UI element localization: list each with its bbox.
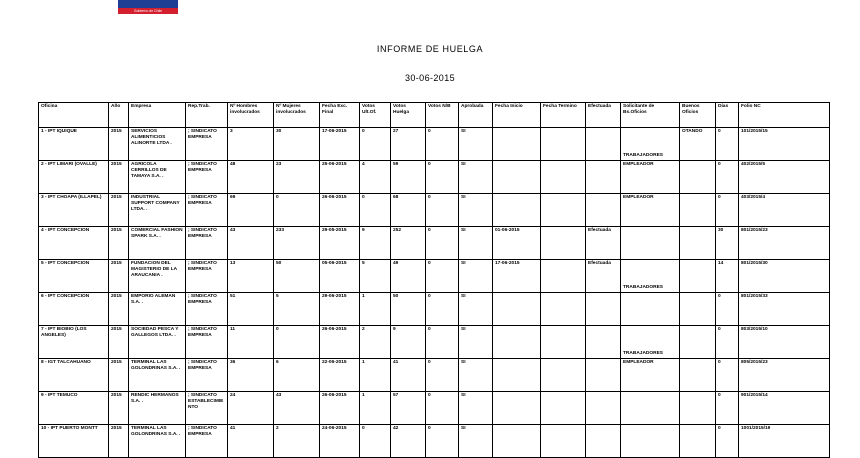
table-cell: 11 — [228, 326, 274, 359]
report-date: 30-06-2015 — [404, 73, 456, 83]
table-cell: 3 - IPT CHOAPA (ILLAPEL) — [39, 194, 109, 227]
table-cell: 402/2015/5 — [739, 161, 830, 194]
table-cell: SI — [459, 425, 493, 458]
table-cell: 30 — [716, 227, 739, 260]
table-cell: TERMINAL LAS GOLONDRINAS S.A. . — [129, 425, 186, 458]
table-cell — [586, 359, 621, 392]
table-row — [39, 227, 830, 260]
table-cell: EMPLEADOR — [621, 194, 680, 227]
column-header: Empresa — [129, 103, 186, 128]
table-cell: 6 — [274, 359, 320, 392]
table-cell — [680, 293, 716, 326]
table-cell: 41 — [228, 425, 274, 458]
table-cell: 0 — [426, 425, 459, 458]
column-header: Nº Mujeres involucrados — [274, 103, 320, 128]
table-cell: 17-06-2015 — [320, 128, 360, 161]
table-cell: 1 — [360, 392, 391, 425]
table-cell: 2015 — [109, 161, 129, 194]
table-header-row — [39, 103, 830, 128]
table-cell: 57 — [391, 392, 426, 425]
table-cell: 0 — [426, 128, 459, 161]
table-cell: 2015 — [109, 293, 129, 326]
table-cell: 59 — [391, 161, 426, 194]
table-cell: 1 — [360, 293, 391, 326]
table-cell: SI — [459, 194, 493, 227]
table-cell: SI — [459, 293, 493, 326]
column-header: Solicitante de Bs.Oficios — [621, 103, 680, 128]
table-cell: ; SINDICATO EMPRESA — [186, 227, 228, 260]
table-cell: AGRICOLA CERRILLOS DE TAMAYA S.A. . — [129, 161, 186, 194]
column-header: Fecha Exc. Final — [320, 103, 360, 128]
table-cell: 3 — [228, 128, 274, 161]
table-cell: 01-06-2015 — [493, 227, 541, 260]
table-cell: 233 — [274, 227, 320, 260]
table-cell: EMPORIO ALEMAN S.A. . — [129, 293, 186, 326]
table-cell: 801/2015/23 — [739, 227, 830, 260]
table-cell: 2 — [360, 326, 391, 359]
table-cell: 0 — [426, 326, 459, 359]
table-cell: 2 — [274, 425, 320, 458]
table-cell: 1 - IPT IQUIQUE — [39, 128, 109, 161]
table-cell: EMPLEADOR — [621, 359, 680, 392]
table-cell: ; SINDICATO EMPRESA — [186, 260, 228, 293]
table-cell — [680, 359, 716, 392]
table-cell: 901/2015/14 — [739, 392, 830, 425]
table-cell: 48 — [228, 161, 274, 194]
table-cell: 0 — [716, 161, 739, 194]
table-row — [39, 293, 830, 326]
table-cell: 42 — [391, 425, 426, 458]
table-cell: 23 — [274, 161, 320, 194]
table-cell: 29-06-2015 — [320, 293, 360, 326]
report-title: INFORME DE HUELGA — [376, 44, 484, 54]
table-cell: ; SINDICATO EMPRESA — [186, 128, 228, 161]
table-cell — [680, 392, 716, 425]
table-cell: TRABAJADORES — [621, 326, 680, 359]
table-cell: 403/2015/4 — [739, 194, 830, 227]
table-cell: 0 — [426, 194, 459, 227]
table-cell: INDUSTRIAL SUPPORT COMPANY LTDA. . — [129, 194, 186, 227]
table-cell: 0 — [360, 128, 391, 161]
column-header: Año — [109, 103, 129, 128]
table-cell: 801/2015/30 — [739, 260, 830, 293]
table-cell: 2015 — [109, 392, 129, 425]
table-cell: ; SINDICATO EMPRESA — [186, 326, 228, 359]
table-cell: 801/2015/33 — [739, 293, 830, 326]
table-cell — [621, 227, 680, 260]
table-cell — [541, 128, 586, 161]
table-cell: OTANDO — [680, 128, 716, 161]
table-row — [39, 194, 830, 227]
table-row — [39, 128, 830, 161]
table-cell — [541, 161, 586, 194]
table-cell: TRABAJADORES — [621, 260, 680, 293]
table-cell — [586, 194, 621, 227]
table-cell: 6 - IPT CONCEPCION — [39, 293, 109, 326]
column-header: Rep.Trab. — [186, 103, 228, 128]
column-header: Fecha Inicio — [493, 103, 541, 128]
table-cell — [493, 194, 541, 227]
table-cell: 14 — [716, 260, 739, 293]
table-cell: 9 - IPT TEMUCO — [39, 392, 109, 425]
table-cell: 24 — [228, 392, 274, 425]
table-row — [39, 260, 830, 293]
column-header: Nº Hombres involucrados — [228, 103, 274, 128]
table-cell: 2015 — [109, 425, 129, 458]
table-cell: 0 — [360, 425, 391, 458]
table-cell: 4 — [360, 161, 391, 194]
table-cell — [541, 293, 586, 326]
table-cell — [493, 128, 541, 161]
column-header: Efectuada — [586, 103, 621, 128]
table-cell — [493, 359, 541, 392]
table-row — [39, 161, 830, 194]
table-cell: 69 — [228, 194, 274, 227]
table-cell: 43 — [274, 392, 320, 425]
table-cell — [541, 194, 586, 227]
table-cell: 17-06-2015 — [493, 260, 541, 293]
table-cell: 7 - IPT BIOBIO (LOS ANGELES) — [39, 326, 109, 359]
table-cell — [541, 326, 586, 359]
table-cell: 43 — [228, 227, 274, 260]
table-cell: 26-06-2015 — [320, 326, 360, 359]
table-cell: 0 — [716, 293, 739, 326]
table-cell: SI — [459, 227, 493, 260]
table-cell: 29-05-2015 — [320, 227, 360, 260]
table-cell: 2015 — [109, 260, 129, 293]
table-cell — [586, 128, 621, 161]
table-cell — [621, 392, 680, 425]
table-cell: SI — [459, 128, 493, 161]
table-cell: 0 — [426, 359, 459, 392]
table-cell: 4 - IPT CONCEPCION — [39, 227, 109, 260]
table-cell: SOCIEDAD PESCA Y GALLEGOS LTDA. . — [129, 326, 186, 359]
column-header: Votos N/B — [426, 103, 459, 128]
table-cell: 27 — [391, 128, 426, 161]
table-cell: SERVICIOS ALIMENTICIOS ALINORTE LTDA . — [129, 128, 186, 161]
table-cell: 5 - IPT CONCEPCION — [39, 260, 109, 293]
table-cell: 0 — [716, 359, 739, 392]
table-cell: SI — [459, 260, 493, 293]
table-cell: SI — [459, 359, 493, 392]
table-cell: 0 — [716, 326, 739, 359]
table-cell: EMPLEADOR — [621, 161, 680, 194]
table-cell: 2015 — [109, 128, 129, 161]
table-row — [39, 326, 830, 359]
table-cell — [586, 392, 621, 425]
column-header: Buenos Oficios — [680, 103, 716, 128]
table-cell: 0 — [716, 194, 739, 227]
table-cell: 803/2015/10 — [739, 326, 830, 359]
table-cell: SI — [459, 392, 493, 425]
table-cell: 5 — [274, 293, 320, 326]
table-cell: TERMINAL LAS GOLONDRINAS S.A. . — [129, 359, 186, 392]
table-cell: 0 — [274, 194, 320, 227]
table-cell: ; SINDICATO EMPRESA — [186, 425, 228, 458]
gobierno-de-chile-logo — [118, 0, 178, 14]
table-cell: ; SINDICATO EMPRESA — [186, 194, 228, 227]
table-cell: 24-06-2015 — [320, 425, 360, 458]
table-cell — [680, 425, 716, 458]
table-cell: 0 — [426, 260, 459, 293]
table-cell: 101/2015/15 — [739, 128, 830, 161]
table-cell: 0 — [426, 293, 459, 326]
table-cell: 0 — [716, 392, 739, 425]
table-cell — [586, 293, 621, 326]
table-cell — [541, 392, 586, 425]
table-cell: 2015 — [109, 326, 129, 359]
table-cell — [586, 425, 621, 458]
table-cell — [541, 227, 586, 260]
table-cell: 36 — [228, 359, 274, 392]
table-cell: ; SINDICATO EMPRESA — [186, 161, 228, 194]
table-cell: 22-06-2015 — [320, 359, 360, 392]
column-header: Votos Huelga — [391, 103, 426, 128]
table-cell — [493, 392, 541, 425]
table-cell: 0 — [716, 128, 739, 161]
table-cell: 0 — [360, 194, 391, 227]
table-cell: 26-06-2015 — [320, 194, 360, 227]
table-cell — [586, 326, 621, 359]
table-row — [39, 392, 830, 425]
table-cell — [541, 260, 586, 293]
table-cell — [680, 194, 716, 227]
table-cell: SI — [459, 326, 493, 359]
table-cell: 0 — [274, 326, 320, 359]
table-cell: 13 — [228, 260, 274, 293]
table-body — [39, 128, 830, 458]
table-cell: FUNDACION DEL MAGISTERIO DE LA ARAUCANIA . — [129, 260, 186, 293]
table-cell: 2 - IPT LIMARI (OVALLE) — [39, 161, 109, 194]
table-cell: 0 — [426, 227, 459, 260]
table-cell: 1 — [360, 359, 391, 392]
column-header: Votos Ult.Of. — [360, 103, 391, 128]
table-cell: SI — [459, 161, 493, 194]
table-cell: 41 — [391, 359, 426, 392]
table-cell — [493, 161, 541, 194]
table-cell: 1001/2015/19 — [739, 425, 830, 458]
table-cell — [541, 425, 586, 458]
table-cell — [493, 326, 541, 359]
table-cell — [680, 227, 716, 260]
table-cell: 0 — [716, 425, 739, 458]
table-cell: 25-06-2015 — [320, 161, 360, 194]
table-cell — [621, 425, 680, 458]
table-row — [39, 425, 830, 458]
logo-text: Gobierno de Chile — [133, 9, 163, 13]
column-header: Días — [716, 103, 739, 128]
strike-report-table — [38, 102, 830, 458]
table-cell: COMERCIAL FASHION SPARK S.A. . — [129, 227, 186, 260]
table-cell: 26-06-2015 — [320, 392, 360, 425]
column-header: Fecha Termino — [541, 103, 586, 128]
table-cell: Efectuada — [586, 227, 621, 260]
table-cell: 30 — [274, 128, 320, 161]
table-cell: 2015 — [109, 194, 129, 227]
table-cell: ; SINDICATO ESTABLECIMIENTO — [186, 392, 228, 425]
column-header: Oficina — [39, 103, 109, 128]
table-cell: TRABAJADORES — [621, 128, 680, 161]
table-cell: 9 — [360, 227, 391, 260]
table-cell — [680, 161, 716, 194]
table-cell: 9 — [391, 326, 426, 359]
table-cell: 68 — [391, 194, 426, 227]
table-cell: 51 — [228, 293, 274, 326]
table-cell: 8 - IGT TALCAHUANO — [39, 359, 109, 392]
table-cell: 50 — [391, 293, 426, 326]
table-row — [39, 359, 830, 392]
table-cell: 805/2015/23 — [739, 359, 830, 392]
table-cell: RENDIC HERMANOS S.A. . — [129, 392, 186, 425]
column-header: Folio NC — [739, 103, 830, 128]
table-cell: 252 — [391, 227, 426, 260]
table-cell: ; SINDICATO EMPRESA — [186, 359, 228, 392]
table-cell: 5 — [360, 260, 391, 293]
table-cell: 05-06-2015 — [320, 260, 360, 293]
table-cell: ; SINDICATO EMPRESA — [186, 293, 228, 326]
table-cell — [680, 260, 716, 293]
table-cell — [493, 293, 541, 326]
column-header: Aprobada — [459, 103, 493, 128]
table-cell: 49 — [391, 260, 426, 293]
table-cell — [586, 161, 621, 194]
table-cell — [621, 293, 680, 326]
table-cell: 0 — [426, 161, 459, 194]
table-cell — [493, 425, 541, 458]
table-cell — [680, 326, 716, 359]
table-cell: Efectuada — [586, 260, 621, 293]
table-cell: 2015 — [109, 359, 129, 392]
table-cell: 50 — [274, 260, 320, 293]
table-cell — [541, 359, 586, 392]
table-cell: 10 - IPT PUERTO MONTT — [39, 425, 109, 458]
table-cell: 0 — [426, 392, 459, 425]
table-cell: 2015 — [109, 227, 129, 260]
